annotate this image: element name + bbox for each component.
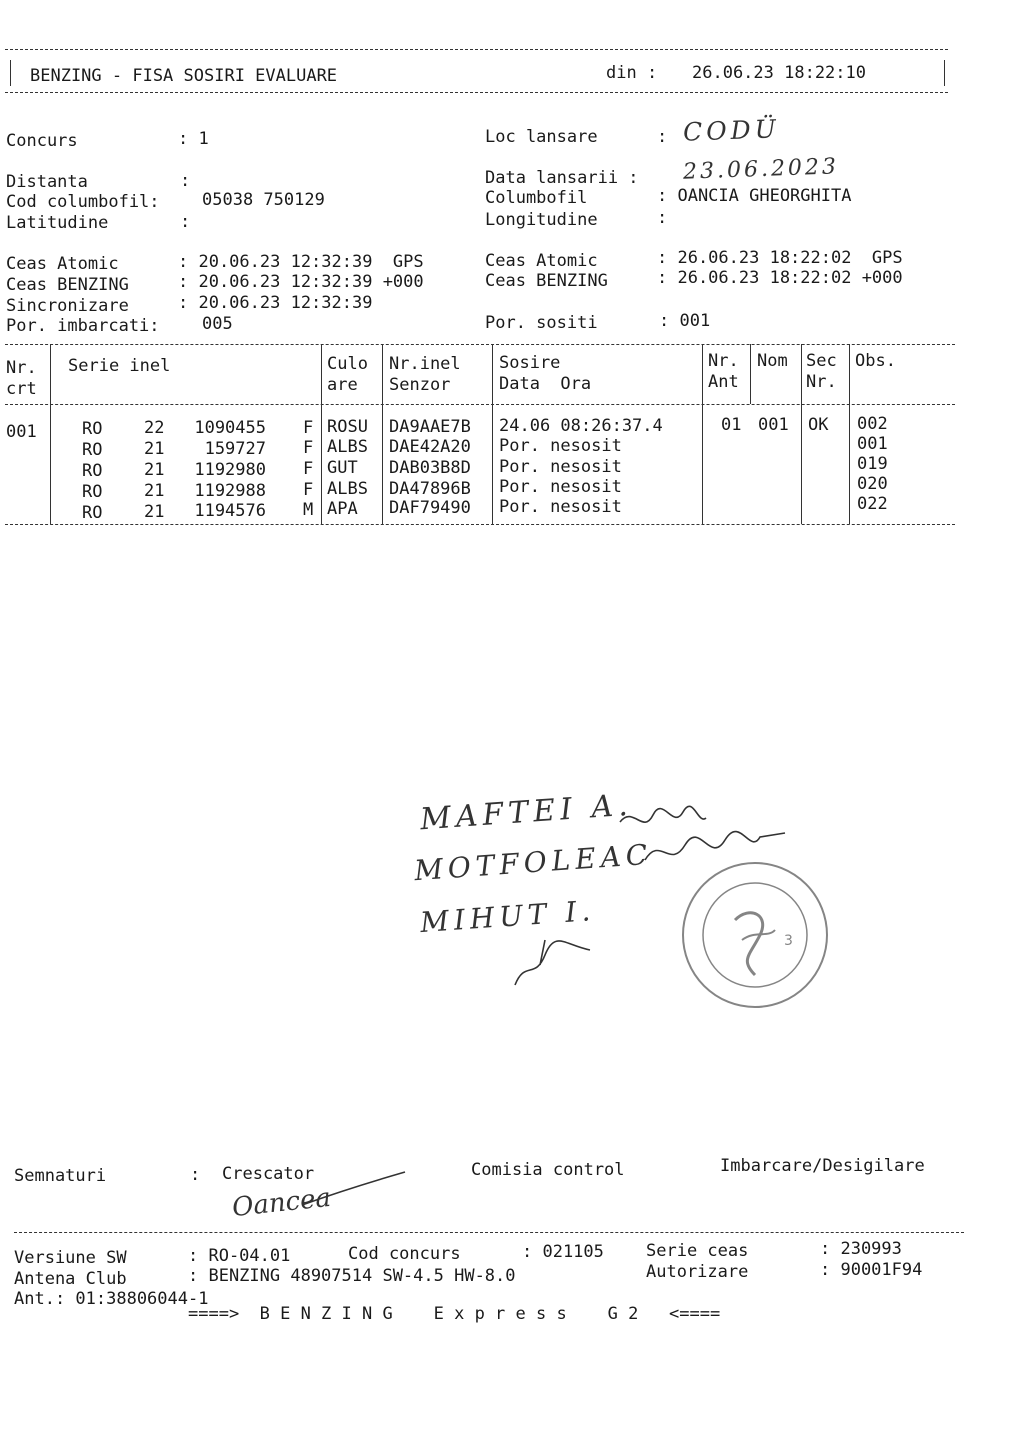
sositi-label: Por. sositi [485,313,598,333]
header-culoare-1: Culo [327,354,368,374]
col-divider [382,344,383,524]
table-bottom-border [5,524,955,525]
antena-club-label: Antena Club [14,1269,127,1289]
header-date-value: 26.06.23 18:22:10 [692,63,866,83]
cell-nom: 001 [758,415,789,435]
header-right-border [944,60,945,86]
crescator-label: Crescator [222,1164,315,1184]
table-top-border [5,344,955,345]
distanta-label: Distanta [6,172,88,192]
longitudine-value: : [657,208,668,228]
autorizare-label: Autorizare [646,1262,749,1282]
cell-year: 21 [144,502,165,522]
versiune-sw-value: : RO-04.01 [188,1246,291,1266]
header-sec-nr-1: Sec [806,351,837,371]
ceas-benzing-end-value: : 26.06.23 18:22:02 +000 [657,268,903,288]
cell-year: 21 [144,439,165,459]
col-divider [492,344,493,524]
cod-columbofil-label: Cod columbofil: [6,192,160,212]
cell-ring: 1192980 [194,460,266,480]
cell-year: 21 [144,460,165,480]
table-header-border [5,404,955,405]
header-culoare-2: are [327,375,358,395]
cod-concurs-value: : 021105 [522,1242,604,1262]
ceas-atomic-end-label: Ceas Atomic [485,251,598,271]
cell-country: RO [82,419,103,439]
svg-text:3: 3 [784,933,793,949]
imbarcati-value: 005 [202,314,233,334]
cell-sensor: DA47896B [389,479,471,499]
cell-country: RO [82,503,103,523]
cell-arrival: Por. nesosit [499,436,622,456]
autorizare-value: : 90001F94 [820,1260,923,1280]
signature-scribble [300,1170,410,1210]
cell-obs: 022 [857,494,888,514]
cell-year: 21 [144,481,165,501]
cell-color: ROSU [327,417,368,437]
ceas-atomic-end-value: : 26.06.23 18:22:02 GPS [657,248,903,268]
columbofil-value: : OANCIA GHEORGHITA [657,186,852,206]
cell-sex: F [303,459,314,479]
concurs-label: Concurs [6,131,78,151]
distanta-value: : [180,171,191,191]
concurs-value: : 1 [178,129,209,149]
ceas-atomic-start-label: Ceas Atomic [6,254,119,274]
semnaturi-colon: : [190,1165,201,1185]
header-data-ora: Data Ora [499,374,592,394]
col-divider [801,344,802,524]
ceas-benzing-start-value: : 20.06.23 12:32:39 +000 [178,272,424,292]
cell-country: RO [82,482,103,502]
imbarcati-label: Por. imbarcati: [6,316,160,336]
header-date-label: din : [606,63,658,83]
cell-country: RO [82,440,103,460]
cell-arrival: Por. nesosit [499,457,622,477]
cod-columbofil-value: 05038 750129 [202,190,325,210]
header-nr: Nr. [6,358,37,378]
cell-obs: 001 [857,434,888,454]
sincronizare-value: : 20.06.23 12:32:39 [178,293,373,313]
header-nr-ant-2: Ant [708,372,739,392]
loc-lansare-colon: : [657,127,668,147]
header-senzor: Senzor [389,375,451,395]
cell-sex: F [303,418,314,438]
handwritten-name-1: MAFTEI A. [419,787,634,838]
cell-sensor: DAF79490 [389,498,471,518]
federation-stamp [680,860,830,1010]
versiune-sw-label: Versiune SW [14,1248,127,1268]
header-nr-inel: Nr.inel [389,354,461,374]
cell-year: 22 [144,418,165,438]
longitudine-label: Longitudine [485,210,598,230]
cell-obs: 002 [857,414,888,434]
header-bottom-border [5,92,948,93]
latitudine-label: Latitudine [6,213,109,233]
cell-arrival: Por. nesosit [499,497,622,517]
loc-lansare-handwritten: CODÜ [682,114,781,147]
imbarcare-desigilare-label: Imbarcare/Desigilare [720,1156,925,1176]
row-crt-number: 001 [6,422,37,442]
serie-ceas-value: : 230993 [820,1239,902,1259]
cell-ring: 159727 [204,439,266,459]
header-sec-nr-2: Nr. [806,372,837,392]
benzing-express-banner: ====> B E N Z I N G E x p r e s s G 2 <==== [188,1304,721,1324]
ceas-atomic-start-value: : 20.06.23 12:32:39 GPS [178,252,424,272]
crescator-signature: Oancea [230,1182,333,1224]
serie-ceas-label: Serie ceas [646,1241,749,1261]
loc-lansare-label: Loc lansare [485,127,598,147]
ceas-benzing-start-label: Ceas BENZING [6,275,129,295]
cell-arrival: Por. nesosit [499,477,622,497]
cell-sensor: DAB03B8D [389,458,471,478]
sincronizare-label: Sincronizare [6,296,129,316]
header-sosire: Sosire [499,353,561,373]
ceas-benzing-end-label: Ceas BENZING [485,271,608,291]
handwritten-name-2: MOTFOLEAC [413,837,654,888]
cell-ring: 1090455 [194,418,266,438]
cell-color: GUT [327,458,358,478]
latitudine-value: : [180,212,191,232]
header-nr-ant-1: Nr. [708,351,739,371]
cell-sex: F [303,480,314,500]
col-divider [50,344,51,524]
cell-obs: 019 [857,454,888,474]
cell-color: ALBS [327,437,368,457]
cell-sensor: DA9AAE7B [389,417,471,437]
header-left-border [10,60,11,86]
cod-concurs-label: Cod concurs [348,1244,461,1264]
header-crt: crt [6,379,37,399]
header-serie-inel: Serie inel [68,356,171,376]
cell-ring: 1192988 [194,481,266,501]
antenna-id: Ant.: 01:38806044-1 [14,1289,209,1309]
semnaturi-label: Semnaturi [14,1166,107,1186]
cell-ant: 01 [721,415,742,435]
cell-color: ALBS [327,479,368,499]
cell-arrival: 24.06 08:26:37.4 [499,416,663,436]
footer-top-border [14,1232,964,1233]
header-nom: Nom [757,351,788,371]
data-lansarii-label: Data lansarii : [485,168,639,188]
data-lansarii-handwritten: 23.06.2023 [682,154,840,185]
document-title: BENZING - FISA SOSIRI EVALUARE [30,66,338,86]
signature-scribble [505,925,605,995]
col-divider [321,344,322,524]
handwritten-name-3: MIHUT I. [419,893,597,940]
cell-sec: OK [808,415,829,435]
cell-color: APA [327,499,358,519]
header-top-border [5,49,948,50]
cell-obs: 020 [857,474,888,494]
sositi-value: : 001 [659,311,711,331]
antena-club-value: : BENZING 48907514 SW-4.5 HW-8.0 [188,1266,516,1286]
col-divider [702,344,703,524]
col-divider [849,344,850,524]
header-obs: Obs. [855,351,896,371]
cell-sex: F [303,438,314,458]
cell-sex: M [303,500,314,520]
col-divider [750,344,751,404]
cell-country: RO [82,461,103,481]
comisia-control-label: Comisia control [471,1160,625,1180]
cell-ring: 1194576 [194,501,266,521]
columbofil-label: Columbofil [485,188,588,208]
cell-sensor: DAE42A20 [389,437,471,457]
